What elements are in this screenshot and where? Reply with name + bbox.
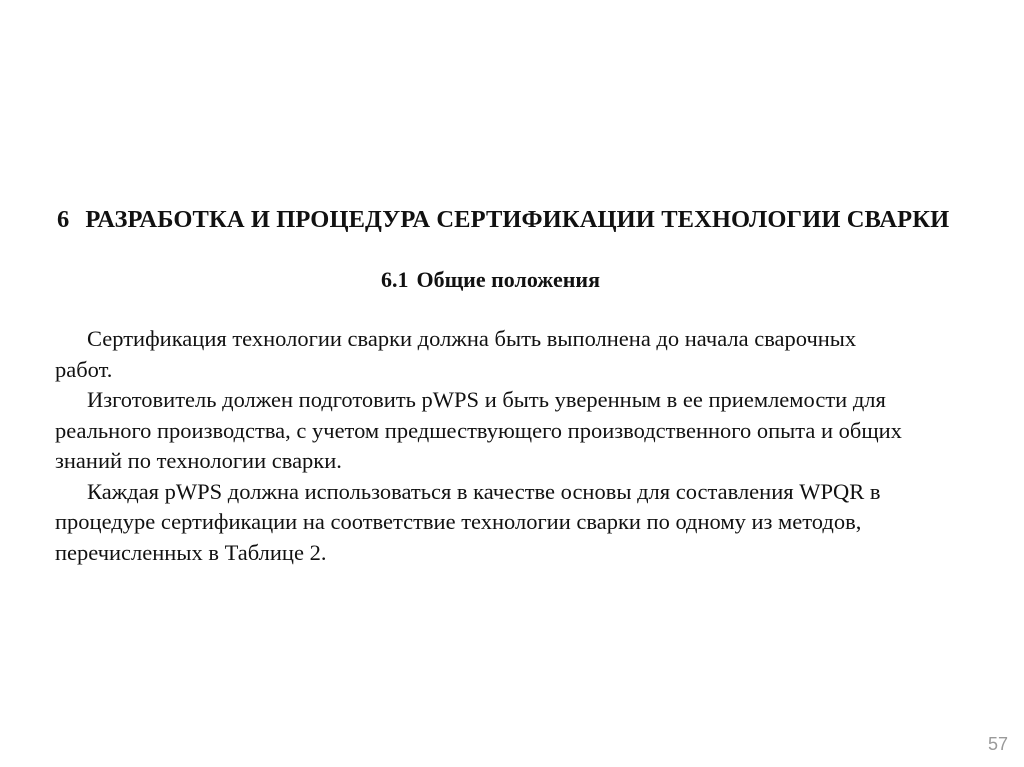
paragraph-1 (55, 324, 987, 385)
paragraph-line: процедуре сертификации на соответствие технологии сварки по одному из методов, (55, 509, 862, 534)
subsection-heading (381, 266, 600, 294)
section-title: РАЗРАБОТКА И ПРОЦЕДУРА СЕРТИФИКАЦИИ ТЕХНОЛОГИИ СВАРКИ (85, 206, 950, 233)
paragraph-line: перечисленных в Таблице 2. (55, 539, 327, 565)
paragraph-line: Сертификация технологии сварки должна быть выполнена до начала сварочных (87, 326, 857, 351)
section-number: 6 (57, 206, 70, 233)
subsection-number: 6.1 (381, 267, 409, 292)
paragraph-line: Каждая pWPS должна использоваться в качестве основы для составления WPQR в (87, 478, 881, 504)
page-number: 57 (987, 734, 1008, 754)
body-text (55, 324, 987, 568)
paragraph-line: работ. (55, 356, 113, 382)
paragraph-line: реального производства, с учетом предшествующего производственного опыта и общих (55, 417, 902, 443)
paragraph-line: знаний по технологии сварки. (55, 448, 342, 473)
subsection-title: Общие положения (416, 267, 600, 292)
paragraph-line: Изготовитель должен подготовить pWPS и быть уверенным в ее приемлемости для (87, 387, 886, 412)
paragraph-3 (55, 477, 987, 569)
section-heading (57, 205, 1017, 235)
paragraph-2 (55, 385, 987, 477)
